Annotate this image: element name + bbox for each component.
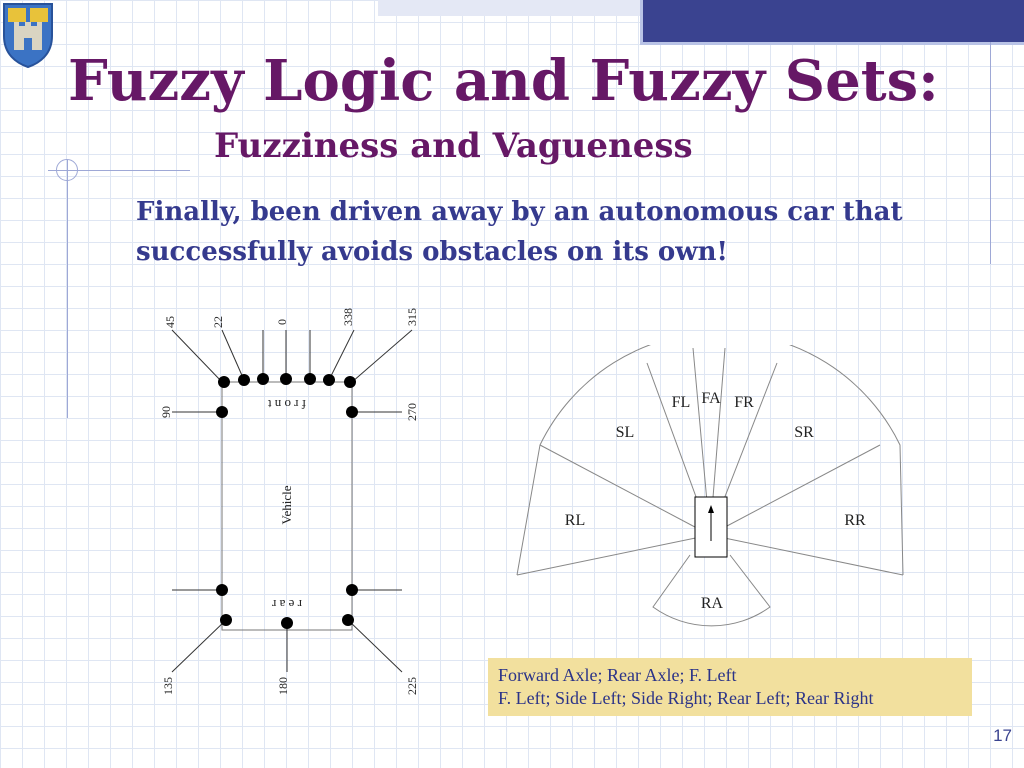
sensor-dot <box>346 406 358 418</box>
sensor-dot <box>218 376 230 388</box>
sensor-ray-338 <box>329 330 354 380</box>
sensor-layout-diagram <box>150 300 430 720</box>
sensor-dot <box>346 584 358 596</box>
sensor-ray-45 <box>172 330 222 382</box>
caption-line-2: F. Left; Side Left; Side Right; Rear Left; Rear Right <box>498 688 874 708</box>
angle-label-45: 45 <box>163 316 177 328</box>
angle-label-180: 180 <box>276 677 290 695</box>
sensor-ray-135 <box>172 620 226 672</box>
zone-divider-rl-bottom <box>517 535 710 575</box>
zone-label-fr: FR <box>734 394 754 411</box>
rear-label: r e a r <box>272 597 302 612</box>
vehicle-label: Vehicle <box>279 485 294 525</box>
angle-label-135: 135 <box>161 677 175 695</box>
sensor-dot <box>238 374 250 386</box>
sensor-dot <box>304 373 316 385</box>
zone-label-rr: RR <box>844 512 866 529</box>
angle-label-270: 270 <box>405 403 419 421</box>
front-label: f r o n t <box>267 397 307 412</box>
decor-line-left <box>67 160 68 418</box>
zone-label-sl: SL <box>615 424 635 441</box>
header-bar <box>640 0 1024 45</box>
zone-label-rl: RL <box>564 512 586 529</box>
university-crest-logo <box>0 0 56 68</box>
zone-divider-rr-bottom <box>710 535 903 575</box>
angle-label-338: 338 <box>341 308 355 326</box>
sensor-dot <box>342 614 354 626</box>
sensor-dot <box>323 374 335 386</box>
angle-label-90: 90 <box>159 406 173 418</box>
sensor-ray-22 <box>222 330 244 380</box>
header-strip <box>378 0 640 16</box>
angle-label-0: 0 <box>275 319 289 325</box>
sensor-dot <box>281 617 293 629</box>
slide-body-text: Finally, been driven away by an autonomous car that successfully avoids obstacles on its own! <box>136 197 903 267</box>
sensor-dot <box>220 614 232 626</box>
sensor-dot <box>344 376 356 388</box>
page-number: 17 <box>993 726 1012 745</box>
zone-label-sr: SR <box>794 424 814 441</box>
decor-circle <box>56 159 78 181</box>
angle-label-225: 225 <box>405 677 419 695</box>
sensor-ray-225 <box>348 620 402 672</box>
zone-label-fl: FL <box>671 394 691 411</box>
legend-caption <box>488 658 972 716</box>
angle-label-22: 22 <box>211 316 225 328</box>
sensor-dot <box>257 373 269 385</box>
sensor-dot <box>216 406 228 418</box>
slide-title: Fuzzy Logic and Fuzzy Sets: <box>68 48 939 114</box>
angle-label-315: 315 <box>405 308 419 326</box>
sensor-ray-315 <box>352 330 412 382</box>
zone-label-fa: FA <box>701 390 721 407</box>
caption-line-1: Forward Axle; Rear Axle; F. Left <box>498 665 737 685</box>
decor-line-right <box>990 42 991 264</box>
zone-rear-arc <box>653 555 770 626</box>
slide-subtitle: Fuzziness and Vagueness <box>214 126 693 166</box>
sensor-dot <box>216 584 228 596</box>
zone-label-ra: RA <box>700 595 724 612</box>
zone-diagram <box>515 345 905 635</box>
sensor-dot <box>280 373 292 385</box>
